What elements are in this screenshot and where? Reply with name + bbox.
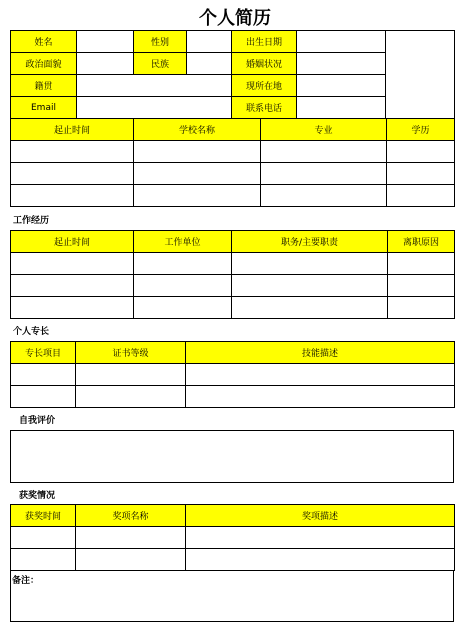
table-cell[interactable] [232, 297, 388, 319]
table-row [11, 185, 455, 207]
table-row [11, 386, 455, 408]
table-cell[interactable] [261, 163, 387, 185]
table-row [11, 297, 455, 319]
edu-header-major: 专业 [261, 119, 387, 141]
table-cell[interactable] [11, 364, 76, 386]
table-cell[interactable] [388, 297, 455, 319]
table-cell[interactable] [388, 275, 455, 297]
skills-section-title: 个人专长 [13, 327, 50, 337]
table-cell[interactable] [76, 364, 186, 386]
gender-value[interactable] [187, 31, 232, 53]
origin-label: 籍贯 [11, 75, 77, 97]
table-cell[interactable] [186, 549, 455, 571]
table-cell[interactable] [134, 163, 261, 185]
table-cell[interactable] [232, 275, 388, 297]
gender-label: 性别 [134, 31, 187, 53]
edu-header-degree: 学历 [387, 119, 455, 141]
table-row [11, 141, 455, 163]
phone-value[interactable] [297, 97, 386, 119]
table-cell[interactable] [134, 297, 232, 319]
email-label: Email [11, 97, 77, 119]
remarks-box[interactable] [10, 570, 454, 622]
work-header-company: 工作单位 [134, 231, 232, 253]
education-table [10, 118, 455, 207]
table-cell[interactable] [387, 141, 455, 163]
residence-value[interactable] [297, 75, 386, 97]
table-cell[interactable] [388, 253, 455, 275]
birth-label: 出生日期 [232, 31, 297, 53]
table-cell[interactable] [186, 364, 455, 386]
table-cell[interactable] [186, 386, 455, 408]
self-eval-box[interactable] [10, 430, 454, 483]
edu-header-school: 学校名称 [134, 119, 261, 141]
table-cell[interactable] [134, 253, 232, 275]
table-cell[interactable] [11, 297, 134, 319]
table-cell[interactable] [134, 185, 261, 207]
politics-value[interactable] [77, 53, 134, 75]
table-row [11, 253, 455, 275]
table-cell[interactable] [11, 549, 76, 571]
work-table [10, 230, 455, 319]
awards-header-desc: 奖项描述 [186, 505, 455, 527]
table-row [11, 364, 455, 386]
residence-label: 现所在地 [232, 75, 297, 97]
skills-header-desc: 技能描述 [186, 342, 455, 364]
table-cell[interactable] [76, 549, 186, 571]
table-cell[interactable] [11, 141, 134, 163]
table-cell[interactable] [11, 527, 76, 549]
politics-label: 政治面貌 [11, 53, 77, 75]
table-cell[interactable] [387, 185, 455, 207]
table-row [11, 527, 455, 549]
marital-label: 婚姻状况 [232, 53, 297, 75]
table-cell[interactable] [11, 275, 134, 297]
table-cell[interactable] [76, 527, 186, 549]
table-cell[interactable] [76, 386, 186, 408]
table-cell[interactable] [186, 527, 455, 549]
table-cell[interactable] [11, 386, 76, 408]
table-cell[interactable] [387, 163, 455, 185]
skills-table [10, 341, 455, 408]
photo-box[interactable] [386, 31, 455, 119]
phone-label: 联系电话 [232, 97, 297, 119]
birth-value[interactable] [297, 31, 386, 53]
work-header-reason: 离职原因 [388, 231, 455, 253]
table-cell[interactable] [134, 141, 261, 163]
work-header-duties: 职务/主要职责 [232, 231, 388, 253]
table-row [11, 275, 455, 297]
email-value[interactable] [77, 97, 232, 119]
name-value[interactable] [77, 31, 134, 53]
table-cell[interactable] [232, 253, 388, 275]
skills-header-cert: 证书等级 [76, 342, 186, 364]
awards-header-time: 获奖时间 [11, 505, 76, 527]
table-row [11, 549, 455, 571]
table-cell[interactable] [11, 253, 134, 275]
page-title: 个人简历 [199, 8, 271, 29]
basic-info-table [10, 30, 455, 119]
awards-table [10, 504, 455, 571]
ethnicity-label: 民族 [134, 53, 187, 75]
table-cell[interactable] [11, 163, 134, 185]
self-eval-section-title: 自我评价 [19, 416, 56, 426]
table-cell[interactable] [261, 141, 387, 163]
table-cell[interactable] [11, 185, 134, 207]
edu-header-period: 起止时间 [11, 119, 134, 141]
ethnicity-value[interactable] [187, 53, 232, 75]
marital-value[interactable] [297, 53, 386, 75]
origin-value[interactable] [77, 75, 232, 97]
table-row [11, 163, 455, 185]
awards-header-name: 奖项名称 [76, 505, 186, 527]
skills-header-item: 专长项目 [11, 342, 76, 364]
awards-section-title: 获奖情况 [19, 491, 56, 501]
table-cell[interactable] [134, 275, 232, 297]
work-header-period: 起止时间 [11, 231, 134, 253]
table-cell[interactable] [261, 185, 387, 207]
name-label: 姓名 [11, 31, 77, 53]
work-section-title: 工作经历 [13, 216, 50, 226]
remarks-label: 备注： [12, 576, 40, 586]
